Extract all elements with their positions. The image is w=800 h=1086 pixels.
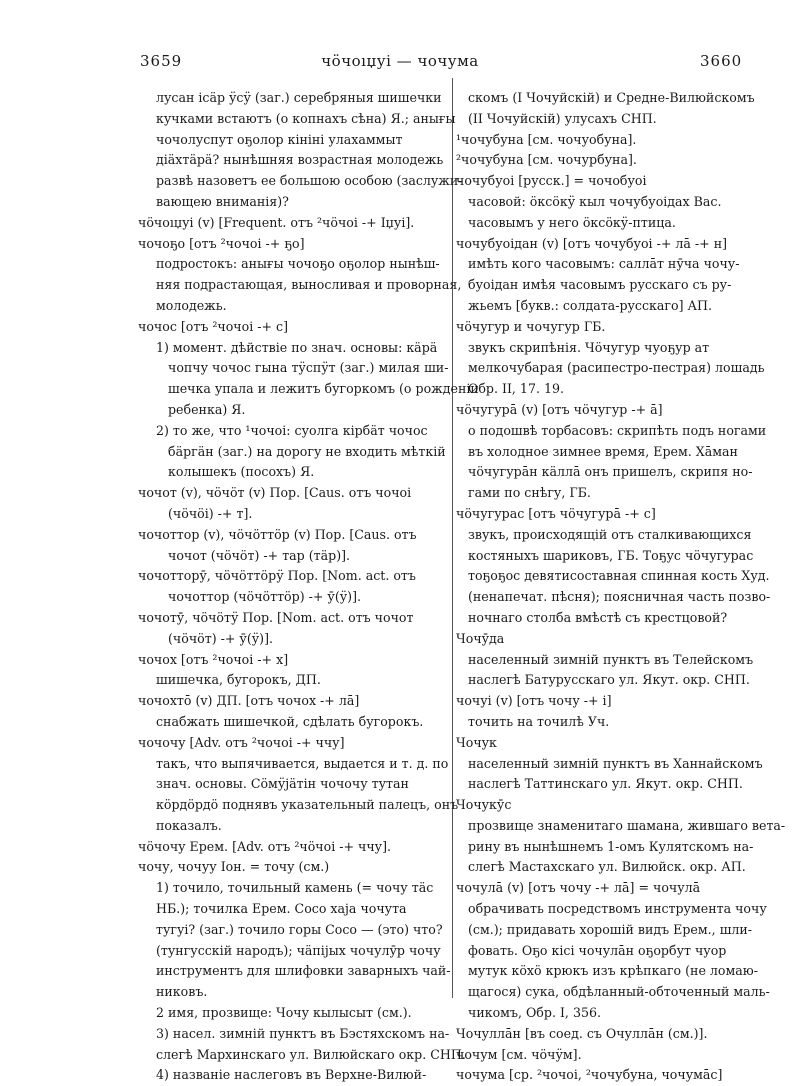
entry-text-line: лусан ісäр ӱсӱ (заг.) серебряныя шишечки (156, 90, 442, 105)
entry-text-line: населенный зимній пунктъ въ Ханнайскомъ (468, 755, 763, 771)
entry-headword-line: чӧчугурā (v) [отъ чӧчугур -+ ā] (456, 401, 663, 417)
entry-headword-line: чӧчугурас [отъ чӧчугурā -+ с] (456, 505, 656, 521)
entry-text-line: наслегѣ Таттинскаго ул. Якут. окр. СНП. (468, 776, 743, 792)
entry-text-line: знач. основы. Сӧмӱјäтін чочочу тутан (156, 776, 409, 792)
entry-headword-line: ¹чочубуна [см. чочуобуна]. (456, 131, 637, 147)
entry-headword-line: чӧчоıџуі (v) [Frequent. отъ ²чӧчоі -+ Іџуі]. (138, 214, 415, 230)
entry-headword-line: Чочук (456, 734, 497, 750)
entry-headword-line: чочоҕо [отъ ²чочоі -+ ҕо] (138, 235, 305, 251)
entry-text-line: 2 имя, прозвище: Чочу кылысыт (см.). (156, 1005, 412, 1021)
entry-text-line: звукъ, происходящій отъ сталкивающихся (468, 526, 752, 542)
entry-text-line: такъ, что выпячивается, выдается и т. д. по (156, 755, 449, 771)
page-number-left: 3659 (140, 52, 183, 70)
entry-text-line: чочот (чӧчӧт) -+ тар (тäр)]. (168, 547, 351, 563)
entry-text-line: прозвище знаменитаго шамана, жившаго вета- (468, 817, 786, 833)
entry-text-line: НБ.); точилка Ерем. Сосо хаја чочута (156, 901, 407, 917)
entry-headword-line: чочум [см. чӧчӱм]. (456, 1046, 582, 1062)
entry-text-line: 1) точило, точильный камень (= чочу тäс (156, 880, 434, 896)
entry-text-line: чопчу чочос гына тӱспӱт (заг.) милая ши- (168, 360, 449, 376)
entry-text-line: няя подрастающая, выносливая и проворная, (156, 277, 462, 293)
entry-headword-line: Чочукӯс (456, 797, 512, 813)
entry-text-line: (тунгусскій народъ); чäпіјых чочулӯр чочу (156, 942, 441, 958)
entry-headword-line: чочуі (v) [отъ чочу -+ і] (456, 693, 612, 709)
entry-text-line: молодежь. (156, 297, 227, 313)
entry-headword-line: чӧчочу Ерем. [Adv. отъ ²чӧчоі -+ ччу]. (138, 838, 392, 854)
entry-text-line: инструментъ для шлифовки заварныхъ чай- (156, 963, 451, 979)
entry-text-line: имѣть кого часовымъ: саллāт нӯча чочу- (468, 256, 740, 272)
entry-text-line: гами по снѣгу, ГБ. (468, 485, 591, 501)
entry-text-line: снабжать шишечкой, сдѣлать бугорокъ. (156, 713, 424, 729)
entry-text-line: шечка упала и лежитъ бугоркомъ (о рожденіи (168, 381, 479, 397)
entry-text-line: показалъ. (156, 817, 222, 833)
entry-headword-line: чочос [отъ ²чочоі -+ с] (138, 318, 289, 334)
left-column (138, 88, 479, 1086)
entry-text-line: вающею вниманія)? (156, 193, 289, 209)
entry-text-line: Обр. ІІ, 17. 19. (468, 381, 564, 397)
entry-headword-line: чочотторӯ, чӧчӧттӧрӱ Пор. [Nom. act. отъ (138, 568, 416, 584)
entry-text-line: 2) то же, что ¹чочоі: суолга кірбäт чочос (156, 422, 428, 438)
entry-headword-line: чочубуоідан (v) [отъ чочубуоі -+ лā -+ н] (456, 235, 728, 251)
entry-text-line: колышекъ (посохъ) Я. (168, 464, 315, 480)
entry-headword-line: чочулā (v) [отъ чочу -+ лā] = чочулā (456, 880, 701, 896)
entry-text-line: щагося) сука, обдѣланный-обточенный маль- (468, 984, 770, 1000)
page-header (0, 52, 800, 74)
entry-text-line: скомъ (І Чочуйскій) и Средне-Вилюйскомъ (468, 90, 755, 105)
entry-text-line: діäхтäрä? нынѣшняя возрастная молодежь (156, 152, 444, 168)
entry-text-line: 4) названіе наслеговъ въ Верхне-Вилюй- (156, 1067, 427, 1083)
entry-text-line: наслегѣ Батурусскаго ул. Якут. окр. СНП. (468, 672, 750, 688)
entry-text-line: буоідан имѣя часовымъ русскаго съ ру- (468, 277, 732, 293)
entry-text-line: часовой: ӧксӧкӱ кыл чочубуоідах Вас. (468, 193, 722, 209)
entry-text-line: рину въ нынѣшнемъ 1-омъ Кулятскомъ на- (468, 838, 754, 854)
entry-text-line: подростокъ: анығы чочоҕо оҕолор нынѣш- (156, 256, 440, 272)
entry-text-line: ночнаго столба вмѣстѣ съ крестцовой? (468, 609, 728, 625)
entry-text-line: чӧчугурāн кäллā онъ пришелъ, скрипя но- (468, 464, 753, 480)
entry-text-line: бäргäн (заг.) на дорогу не входить мѣткій (168, 443, 446, 459)
entry-headword-line: чочотӯ, чӧчӧтӱ Пор. [Nom. act. отъ чочот (138, 609, 414, 625)
entry-text-line: 3) насел. зимній пунктъ въ Бэстяхскомъ на- (156, 1025, 450, 1041)
entry-text-line: (чӧчӧі) -+ т]. (168, 505, 253, 521)
entry-text-line: (ІІ Чочуйскій) улусахъ СНП. (468, 110, 657, 126)
entry-text-line: 1) момент. дѣйствіе по знач. основы: кäрä (156, 339, 438, 355)
entry-text-line: жьемъ [букв.: солдата-русскаго] АП. (468, 297, 713, 313)
entry-text-line: слегѣ Мастахскаго ул. Вилюйск. окр. АП. (468, 859, 746, 875)
entry-text-line: (чӧчӧт) -+ ӯ(ӱ)]. (168, 630, 273, 646)
entry-text-line: кучками встаютъ (о копнахъ сѣна) Я.; анығы (156, 110, 456, 126)
entry-headword-line: чӧчугур и чочугур ГБ. (456, 318, 606, 334)
entry-headword-line: ²чочубуна [см. чочурбуна]. (456, 152, 637, 168)
entry-headword-line: чочума [ср. ²чочоі, ²чочубуна, чочумāс] (456, 1067, 723, 1083)
entry-text-line: обрачивать посредствомъ инструмента чочу (468, 901, 767, 917)
entry-text-line: чочолуспут оҕолор кініні улахаммыт (156, 131, 403, 147)
entry-headword-line: чочу, чочуу Іон. = точу (см.) (138, 859, 330, 875)
entry-headword-line: чочот (v), чӧчӧт (v) Пор. [Caus. отъ чочоі (138, 485, 412, 501)
entry-headword-line: чочубуоі [русск.] = чочобуоі (456, 173, 647, 189)
entry-text-line: никовъ. (156, 984, 208, 1000)
entry-headword-line: чочочу [Adv. отъ ²чочоі -+ ччу] (138, 734, 345, 750)
entry-headword-line: чочохтō (v) ДП. [отъ чочох -+ лā] (138, 693, 360, 709)
entry-text-line: (см.); придавать хорошій видъ Ерем., шли- (468, 921, 753, 937)
entry-text-line: ребенка) Я. (168, 401, 246, 417)
entry-headword-line: чочоттор (v), чӧчӧттӧр (v) Пор. [Caus. отъ (138, 526, 417, 542)
column-divider (452, 78, 453, 998)
entry-text-line: чочоттор (чӧчӧттӧр) -+ ӯ(ӱ)]. (168, 589, 361, 605)
entry-text-line: костяныхъ шариковъ, ГБ. Тоҕус чӧчугурас (468, 547, 754, 563)
entry-headword-line: Чочӯда (456, 630, 505, 646)
entry-text-line: кӧрдӧрдӧ поднявъ указательный палецъ, онъ (156, 797, 459, 813)
entry-text-line: чикомъ, Обр. І, 356. (468, 1005, 601, 1021)
page-number-right: 3660 (700, 52, 743, 70)
entry-text-line: о подошвѣ торбасовъ: скрипѣть подъ ногами (468, 422, 767, 438)
right-column (456, 88, 786, 1086)
entry-text-line: населенный зимній пунктъ въ Телейскомъ (468, 651, 754, 667)
entry-text-line: часовымъ у него ӧксӧкӱ-птица. (468, 214, 676, 230)
entry-text-line: (ненапечат. пѣсня); поясничная часть позво- (468, 589, 771, 605)
entry-text-line: фовать. Оҕо кісі чочулāн оҕорбут чуор (468, 942, 727, 958)
entry-text-line: развѣ назоветъ ее большою особою (заслужи- (156, 173, 463, 189)
entry-text-line: шишечка, бугорокъ, ДП. (156, 672, 321, 688)
entry-headword-line: Чочуллāн [въ соед. съ Очуллāн (см.)]. (456, 1025, 708, 1041)
entry-headword-line: чочох [отъ ²чочоі -+ х] (138, 651, 289, 667)
entry-text-line: мутук кӧхӧ крюкъ изъ крѣпкаго (не ломаю- (468, 963, 759, 979)
entry-text-line: въ холодное зимнее время, Ерем. Хāман (468, 443, 738, 459)
entry-text-line: тугуі? (заг.) точило горы Сосо — (это) что? (156, 921, 443, 937)
running-title: чӧчоıџуі — чочума (321, 52, 479, 70)
entry-text-line: тоҕоҕос девятисоставная спинная кость Худ. (468, 568, 770, 584)
entry-text-line: звукъ скрипѣнія. Чӧчугур чуоҕур ат (468, 339, 710, 355)
entry-text-line: слегѣ Мархинскаго ул. Вилюйскаго окр. СНП. (156, 1046, 466, 1062)
entry-text-line: точить на точилѣ Уч. (468, 713, 610, 729)
entry-text-line: мелкочубарая (расипестро-пестрая) лошадь (468, 360, 765, 376)
